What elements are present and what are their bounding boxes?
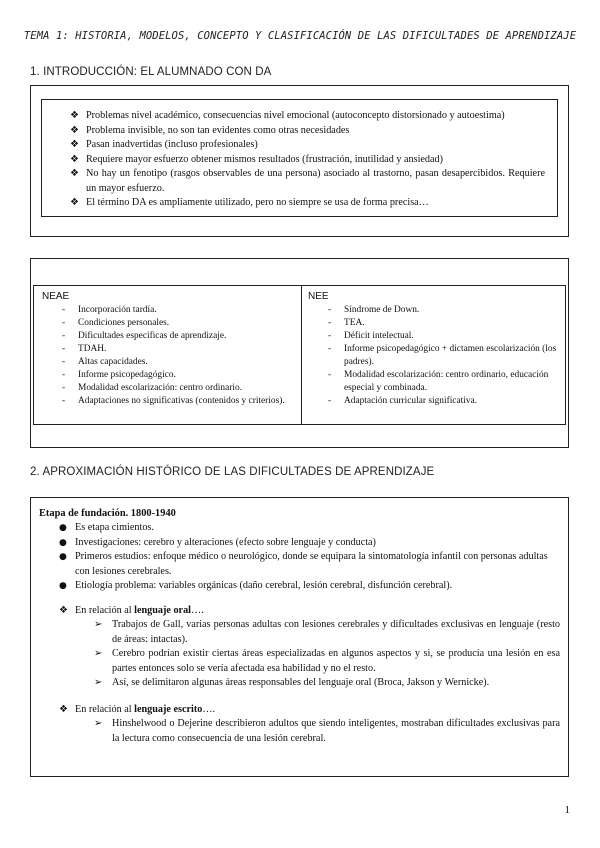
diamond-bullet-icon: ❖ bbox=[70, 110, 79, 121]
neae-column bbox=[34, 286, 302, 424]
written-list-item: ➢ Hinshelwood o Dejerine describieron adultos que siendo inteligentes, mostraban dificultades exclusivas para la lectura como consecuencia de una lesión cerebral. bbox=[94, 718, 560, 744]
dash-bullet: - bbox=[62, 305, 66, 315]
intro-list-item: ❖ Pasan inadvertidas (incluso profesionales) bbox=[68, 138, 545, 153]
nee-list-item: - Síndrome de Down. bbox=[328, 305, 420, 315]
dash-bullet: - bbox=[62, 383, 66, 393]
intro-list-item: ❖ Problema invisible, no son tan evidentes como otras necesidades bbox=[68, 124, 545, 139]
written-language-list bbox=[39, 717, 560, 746]
neae-list-item: - Dificultades específicas de aprendizaje. bbox=[62, 331, 227, 341]
diamond-bullet-icon: ❖ bbox=[70, 153, 79, 165]
neae-list bbox=[42, 304, 293, 408]
written-language-heading: ❖ En relación al lenguaje escrito…. bbox=[39, 703, 560, 718]
page-title: TEMA 1: HISTORIA, MODELOS, CONCEPTO Y CLASIFICACIÓN DE LAS DIFICULTADES DE APRENDIZAJE bbox=[23, 30, 577, 42]
intro-list-item: ❖ No hay un fenotipo (rasgos observables de una persona) asociado al trastorno, pasan desapercibidos. Requiere un mayor esfuerzo. bbox=[70, 168, 545, 194]
neae-list-item: - Altas capacidades. bbox=[62, 357, 148, 367]
nee-column bbox=[302, 286, 565, 424]
stage-list-item: ● Etiología problema: variables orgánicas (daño cerebral, lesión cerebral, disfunción cerebral). bbox=[39, 579, 560, 594]
oral-language-block bbox=[39, 604, 560, 691]
dot-bullet-icon: ● bbox=[59, 581, 67, 591]
nee-list-item: - Adaptación curricular significativa. bbox=[328, 396, 478, 406]
arrow-bullet-icon: ➢ bbox=[94, 648, 103, 659]
diamond-bullet-icon: ❖ bbox=[70, 139, 79, 150]
dash-bullet: - bbox=[328, 396, 332, 406]
neae-title: NEAE bbox=[42, 291, 70, 302]
nee-list-item: - Informe psicopedagógico + dictamen escolarización (los padres). bbox=[328, 344, 557, 367]
nee-list-item: - Déficit intelectual. bbox=[328, 331, 414, 341]
nee-list-item: - Modalidad escolarización: centro ordinario, educación especial y combinada. bbox=[328, 370, 549, 393]
comparison-table bbox=[33, 285, 566, 425]
dash-bullet: - bbox=[328, 318, 332, 328]
neae-list-item: - Modalidad escolarización: centro ordinario. bbox=[62, 383, 242, 393]
arrow-bullet-icon: ➢ bbox=[94, 718, 103, 729]
neae-list-item: - Informe psicopedagógico. bbox=[62, 370, 176, 380]
neae-list-item: - Adaptaciones no significativas (contenidos y criterios). bbox=[62, 396, 285, 406]
nee-list-item: - TEA. bbox=[328, 318, 365, 328]
neae-list-item: - Incorporación tardía. bbox=[62, 305, 157, 315]
diamond-bullet-icon: ❖ bbox=[70, 168, 79, 179]
dash-bullet: - bbox=[328, 331, 332, 341]
dash-bullet: - bbox=[328, 344, 332, 354]
comparison-outer-box bbox=[30, 258, 569, 448]
diamond-bullet-icon: ❖ bbox=[59, 604, 68, 616]
oral-language-heading: ❖ En relación al lenguaje oral…. bbox=[39, 604, 560, 619]
diamond-bullet-icon: ❖ bbox=[59, 703, 68, 715]
intro-list-item: ❖ Problemas nivel académico, consecuencias nivel emocional (autoconcepto distorsionado y autoestima) bbox=[68, 109, 545, 124]
nee-title: NEE bbox=[308, 291, 329, 302]
diamond-bullet-icon: ❖ bbox=[70, 124, 79, 136]
neae-list-item: - Condiciones personales. bbox=[62, 318, 170, 328]
oral-list-item: ➢ Así, se delimitaron algunas áreas responsables del lenguaje oral (Broca, Jakson y Wernicke). bbox=[39, 676, 560, 691]
dot-bullet-icon: ● bbox=[59, 537, 67, 548]
stage-list-item: ● Es etapa cimientos. bbox=[39, 521, 560, 536]
section-2-heading: 2. APROXIMACIÓN HISTÓRICO DE LAS DIFICULTADES DE APRENDIZAJE bbox=[30, 466, 435, 478]
dash-bullet: - bbox=[62, 357, 66, 367]
intro-outer-box bbox=[30, 85, 569, 237]
dash-bullet: - bbox=[328, 370, 332, 380]
intro-list-item: ❖ El término DA es ampliamente utilizado, pero no siempre se usa de forma precisa… bbox=[68, 196, 545, 211]
written-language-block bbox=[39, 703, 560, 747]
dash-bullet: - bbox=[62, 331, 66, 341]
intro-inner-box bbox=[41, 99, 558, 217]
history-box bbox=[30, 497, 569, 777]
intro-list bbox=[68, 109, 545, 211]
dash-bullet: - bbox=[62, 370, 66, 380]
dash-bullet: - bbox=[62, 318, 66, 328]
diamond-bullet-icon: ❖ bbox=[70, 197, 79, 208]
section-1-heading: 1. INTRODUCCIÓN: EL ALUMNADO CON DA bbox=[30, 66, 272, 78]
intro-list-item: ❖ Requiere mayor esfuerzo obtener mismos resultados (frustración, inutilidad y ansiedad) bbox=[68, 153, 545, 168]
stage-title: Etapa de fundación. 1800-1940 bbox=[39, 508, 176, 519]
oral-list-item: ➢ Cerebro podrían existir ciertas áreas especializadas en algunos aspectos y si, se producía una lesión en esa partes entonces solo se vería afectada esa habilidad y no el resto. bbox=[94, 648, 560, 674]
stage-list bbox=[39, 521, 560, 594]
oral-list-item: ➢ Trabajos de Gall, varias personas adultas con lesiones cerebrales y dificultades exclusivas en lenguaje (resto de áreas: intactas). bbox=[94, 619, 560, 645]
neae-list-item: - TDAH. bbox=[62, 344, 107, 354]
oral-language-list bbox=[39, 618, 560, 691]
page-number: 1 bbox=[564, 804, 570, 816]
dash-bullet: - bbox=[62, 344, 66, 354]
stage-list-item: ● Investigaciones: cerebro y alteraciones (efecto sobre lenguaje y conducta) bbox=[39, 536, 560, 551]
arrow-bullet-icon: ➢ bbox=[94, 619, 103, 630]
dot-bullet-icon: ● bbox=[59, 523, 67, 533]
dash-bullet: - bbox=[328, 305, 332, 315]
dot-bullet-icon: ● bbox=[59, 552, 67, 562]
arrow-bullet-icon: ➢ bbox=[94, 677, 103, 688]
nee-list bbox=[308, 304, 557, 408]
dash-bullet: - bbox=[62, 396, 66, 406]
stage-list-item: ● Primeros estudios: enfoque médico o neurológico, donde se equipara la sintomatología infantil con personas adultas con lesiones cerebrales. bbox=[59, 551, 548, 577]
